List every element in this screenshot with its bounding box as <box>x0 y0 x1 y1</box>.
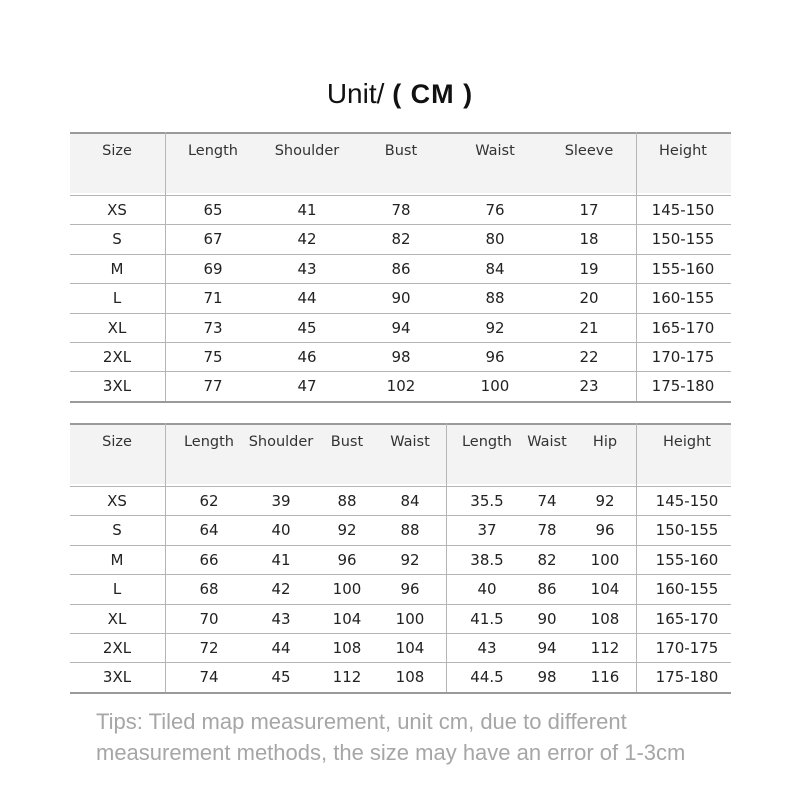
table-cell: 100 <box>480 377 510 396</box>
table-row <box>70 545 731 574</box>
table-cell: 165-170 <box>651 318 715 337</box>
table-cell: 88 <box>400 521 420 540</box>
header-cell: Size <box>102 434 132 450</box>
table-row <box>70 604 731 633</box>
table-cell: 108 <box>590 609 620 628</box>
table-cell: 71 <box>203 289 223 308</box>
header-cell: Waist <box>475 143 515 159</box>
table-cell: 88 <box>337 492 357 510</box>
table-cell: 2XL <box>102 348 132 366</box>
tips-note <box>96 706 776 768</box>
table-cell: 170-175 <box>655 639 719 657</box>
table-cell: 45 <box>297 318 317 337</box>
table-row <box>70 515 731 544</box>
table-cell: 72 <box>199 639 219 657</box>
table-cell: 62 <box>199 492 219 510</box>
table-cell: 80 <box>485 230 505 249</box>
table-cell: 160-155 <box>651 289 715 308</box>
table-row <box>70 486 731 515</box>
table-cell: 116 <box>590 668 620 687</box>
table-cell: 98 <box>391 348 411 366</box>
table-cell: 82 <box>391 230 411 249</box>
table-cell: 75 <box>203 348 223 366</box>
size-table-top <box>70 132 731 402</box>
table-cell: 23 <box>579 377 599 396</box>
tips-line-2: measurement methods, the size may have an error of 1-3cm <box>96 740 686 765</box>
table-cell: XS <box>107 492 127 510</box>
header-cell: Bust <box>330 434 364 450</box>
title-unit: ( CM ) <box>392 79 474 109</box>
table-cell: 44 <box>271 639 291 657</box>
table-cell: 68 <box>199 580 219 599</box>
table-cell: 65 <box>203 201 223 219</box>
table-cell: 47 <box>297 377 317 396</box>
table-cell: 175-180 <box>651 377 715 396</box>
table-cell: 43 <box>477 639 497 657</box>
table-cell: 78 <box>537 521 557 540</box>
table-rule <box>70 401 731 403</box>
header-cell: Bust <box>384 143 418 159</box>
table-rule <box>70 423 731 425</box>
table-cell: 35.5 <box>470 492 504 510</box>
table-cell: 104 <box>395 639 425 657</box>
table-cell: 3XL <box>102 668 132 687</box>
header-cell: Length <box>183 434 234 450</box>
table-row <box>70 313 731 342</box>
table-cell: 41 <box>271 550 291 569</box>
table-cell: 41 <box>297 201 317 219</box>
table-cell: 67 <box>203 230 223 249</box>
table-row <box>70 195 731 224</box>
table-cell: 104 <box>590 580 620 599</box>
table-row <box>70 574 731 603</box>
table-cell: 160-155 <box>655 580 719 599</box>
table-cell: 43 <box>297 259 317 278</box>
table-cell: 77 <box>203 377 223 396</box>
table-cell: 155-160 <box>655 550 719 569</box>
table-cell: L <box>112 580 122 599</box>
table-cell: 22 <box>579 348 599 366</box>
table-cell: 64 <box>199 521 219 540</box>
table-cell: 40 <box>271 521 291 540</box>
table-cell: 66 <box>199 550 219 569</box>
table-cell: 45 <box>271 668 291 687</box>
size-table-bottom <box>70 423 731 693</box>
table-cell: 42 <box>271 580 291 599</box>
table-cell: 44 <box>297 289 317 308</box>
table-cell: 84 <box>485 259 505 278</box>
table-rule <box>70 692 731 694</box>
table-cell: 112 <box>590 639 620 657</box>
table-cell: 94 <box>537 639 557 657</box>
table-cell: 37 <box>477 521 497 540</box>
table-cell: 19 <box>579 259 599 278</box>
table-cell: S <box>112 521 122 540</box>
table-cell: 3XL <box>102 377 132 396</box>
table-cell: 17 <box>579 201 599 219</box>
table-cell: 100 <box>332 580 362 599</box>
header-cell: Waist <box>390 434 430 450</box>
table-row <box>70 342 731 371</box>
table-cell: 100 <box>395 609 425 628</box>
table-cell: 46 <box>297 348 317 366</box>
header-cell: Height <box>663 434 711 450</box>
header-cell: Size <box>102 143 132 159</box>
table-cell: 78 <box>391 201 411 219</box>
table-cell: 96 <box>337 550 357 569</box>
table-cell: 88 <box>485 289 505 308</box>
table-cell: 92 <box>400 550 420 569</box>
table-cell: 90 <box>537 609 557 628</box>
table-cell: 84 <box>400 492 420 510</box>
table-cell: 96 <box>400 580 420 599</box>
table-cell: 165-170 <box>655 609 719 628</box>
table-cell: 74 <box>199 668 219 687</box>
table-cell: 175-180 <box>655 668 719 687</box>
table-row <box>70 662 731 691</box>
table-cell: 41.5 <box>470 609 504 628</box>
table-cell: 42 <box>297 230 317 249</box>
table-cell: 90 <box>391 289 411 308</box>
table-cell: 43 <box>271 609 291 628</box>
table-cell: L <box>112 289 122 308</box>
table-cell: 69 <box>203 259 223 278</box>
table-cell: 86 <box>391 259 411 278</box>
header-cell: Shoulder <box>274 143 340 159</box>
table-header-bg <box>70 424 731 484</box>
table-cell: 150-155 <box>655 521 719 540</box>
table-cell: 145-150 <box>655 492 719 510</box>
table-cell: XS <box>107 201 127 219</box>
table-cell: 108 <box>395 668 425 687</box>
table-cell: M <box>110 550 124 569</box>
table-cell: 44.5 <box>470 668 504 687</box>
header-cell: Shoulder <box>248 434 314 450</box>
table-cell: 102 <box>386 377 416 396</box>
table-cell: 20 <box>579 289 599 308</box>
header-cell: Sleeve <box>564 143 614 159</box>
table-cell: S <box>112 230 122 249</box>
table-cell: 155-160 <box>651 259 715 278</box>
table-cell: XL <box>107 318 127 337</box>
header-cell: Height <box>659 143 707 159</box>
table-cell: 76 <box>485 201 505 219</box>
table-row <box>70 224 731 253</box>
table-cell: 21 <box>579 318 599 337</box>
table-cell: 104 <box>332 609 362 628</box>
table-cell: 73 <box>203 318 223 337</box>
header-cell: Hip <box>592 434 618 450</box>
table-rule <box>70 132 731 134</box>
tips-line-1: Tips: Tiled map measurement, unit cm, due to different <box>96 709 627 734</box>
table-cell: 100 <box>590 550 620 569</box>
header-cell: Length <box>461 434 512 450</box>
table-cell: 82 <box>537 550 557 569</box>
table-cell: 94 <box>391 318 411 337</box>
table-cell: 92 <box>595 492 615 510</box>
table-cell: 150-155 <box>651 230 715 249</box>
table-cell: 38.5 <box>470 550 504 569</box>
table-cell: 39 <box>271 492 291 510</box>
table-cell: 70 <box>199 609 219 628</box>
title-text: Unit/ <box>326 78 385 109</box>
table-cell: 112 <box>332 668 362 687</box>
table-cell: 18 <box>579 230 599 249</box>
table-cell: 86 <box>537 580 557 599</box>
table-row <box>70 371 731 400</box>
header-cell: Length <box>187 143 238 159</box>
header-cell: Waist <box>527 434 567 450</box>
table-cell: 170-175 <box>651 348 715 366</box>
table-cell: 92 <box>337 521 357 540</box>
table-cell: M <box>110 259 124 278</box>
table-row <box>70 633 731 662</box>
table-cell: XL <box>107 609 127 628</box>
table-row <box>70 283 731 312</box>
table-cell: 40 <box>477 580 497 599</box>
table-cell: 108 <box>332 639 362 657</box>
table-cell: 96 <box>485 348 505 366</box>
table-cell: 92 <box>485 318 505 337</box>
table-cell: 96 <box>595 521 615 540</box>
table-header-bg <box>70 133 731 193</box>
table-cell: 145-150 <box>651 201 715 219</box>
page-title <box>0 78 800 110</box>
table-row <box>70 254 731 283</box>
table-cell: 98 <box>537 668 557 687</box>
table-cell: 74 <box>537 492 557 510</box>
table-cell: 2XL <box>102 639 132 657</box>
